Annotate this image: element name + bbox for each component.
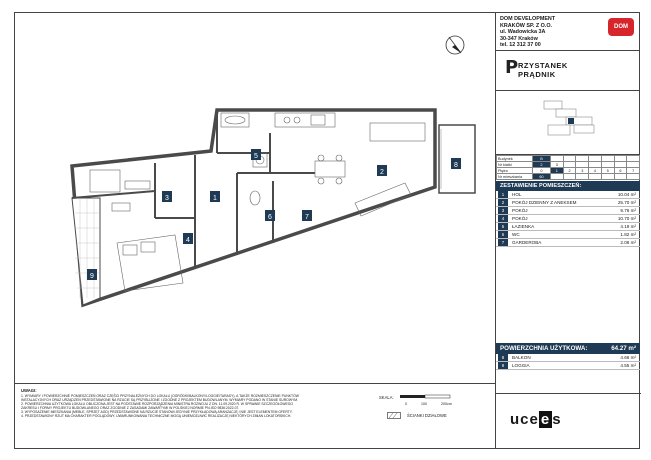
brand-text: s: [552, 411, 562, 428]
room-label-3: 3: [165, 195, 169, 202]
room-area: 25.70 m²: [617, 200, 636, 205]
brand-text: uce: [510, 411, 539, 428]
info-cell: B: [533, 156, 551, 162]
room-label-5: 5: [254, 153, 258, 160]
info-cell: 5: [601, 168, 614, 174]
note-line: ZAKRESU I FORMY PROJEKTU BUDOWLANEGO ORAZ ZGODNIE Z ZASADAMI ZAWARTYMI W POLSKIEJ NORMIE PN-ISO 9836:2022-07.: [21, 406, 240, 411]
ucees-logo: [510, 411, 562, 428]
logo-initial: P: [505, 57, 519, 78]
room-label-9: 9: [90, 273, 94, 280]
notes-section: [15, 383, 495, 449]
info-cell: 6: [614, 168, 627, 174]
info-cell: 0: [533, 168, 551, 174]
room-name: ŁAZIENKA: [512, 224, 535, 229]
room-name: HOL: [512, 192, 522, 197]
info-label: Nr klatki: [497, 162, 533, 168]
info-cell: 4: [589, 168, 602, 174]
developer-line: DOM DEVELOPMENT: [500, 16, 556, 22]
plan-sheet: [14, 12, 640, 449]
room-number: 3: [498, 207, 508, 214]
note-line: INSTALACYJNYCH ORAZ URZĄDZEŃ PRZEDSTAWIONE NA RZUCIE SĄ PRZYBLIŻONE I ZGODNE Z PROJEKTEM BUDOWLANYM. WYMIARY PODANO W STANIE SUROWYM.: [21, 398, 299, 403]
total-value: 64.27 m²: [611, 345, 636, 352]
developer-line: tel. 12 312 37 00: [500, 42, 541, 49]
developer-line: ul. Wadowicka 3A: [500, 29, 546, 36]
floor-plan-drawing: [15, 13, 495, 383]
room-number: 5: [498, 223, 508, 230]
dom-logo: DOM: [608, 18, 634, 36]
room-row: [496, 199, 640, 207]
room-name: POKÓJ DZIENNY Z ANEKSEM: [512, 200, 577, 205]
living-furniture: [315, 123, 425, 216]
developer-line: KRAKÓW SP. Z O.O.: [500, 22, 553, 29]
note-line: 4. PRZEDSTAWIONY RZUT MA CHARAKTER POGLĄDOWY, UWARUNKOWANIA TECHNICZNE MOGĄ UNIEMOŻLIWIĆ REALIZACJĘ NIEKTÓRYCH ZMIAN LOKATORSKICH.: [21, 414, 292, 419]
room-number: 6: [498, 231, 508, 238]
note-line: 1. WYMIARY I POWIERZCHNIE POMIESZCZEŃ ORAZ CZĘŚCI PRZYNALEŻNYCH DO LOKALU (OGRÓDKI/BALKONY/LOGGIE/TARASY), A TAKŻE ROZMIESZCZENIE PUNKTÓW: [21, 394, 299, 398]
scale-label: SKALA:: [379, 394, 394, 400]
floor-plan: [15, 13, 495, 383]
info-cell: 60: [533, 174, 551, 180]
room-area: 1.82 m²: [620, 232, 636, 237]
total-label: POWIERZCHNIA UŻYTKOWA:: [500, 345, 588, 352]
room-number: 8: [498, 354, 508, 361]
info-cell: 3: [576, 168, 589, 174]
room-row: [496, 215, 640, 223]
building-key-plan: [496, 91, 640, 155]
room-number: 9: [498, 362, 508, 369]
room-area: 4.66 m²: [620, 355, 636, 360]
room-area: 4.55 m²: [620, 363, 636, 368]
brand-logo: [496, 393, 641, 449]
room-labels: [87, 149, 461, 280]
loggia: [72, 198, 100, 305]
room-name: BALKON: [512, 355, 531, 360]
legend: [379, 386, 491, 448]
usable-area-total: [496, 343, 640, 354]
interior-walls: [72, 110, 315, 268]
room-name: GARDEROBA: [512, 240, 542, 245]
room-label-8: 8: [454, 162, 458, 169]
room-number: 7: [498, 239, 508, 246]
room-label-6: 6: [268, 214, 272, 221]
info-label: Piętro: [497, 168, 533, 174]
info-label: Budynek: [497, 156, 533, 162]
info-row-unit: [497, 174, 640, 180]
scale-bar: [398, 392, 458, 402]
room-area: 10.70 m²: [617, 216, 636, 221]
developer-info: [496, 13, 640, 51]
logo-line: RZYSTANEK: [518, 61, 568, 70]
info-label: Nr mieszkania: [497, 174, 533, 180]
info-cell: 2: [563, 168, 576, 174]
room-label-2: 2: [380, 169, 384, 176]
room-name: WC: [512, 232, 520, 237]
logo-text: [518, 61, 568, 79]
scale-tick: 0: [405, 402, 407, 406]
info-cell: 3: [550, 162, 563, 168]
room-area: 4.19 m²: [620, 224, 636, 229]
walls-legend-label: ŚCIANKI DZIAŁOWE: [407, 413, 447, 418]
room-label-1: 1: [213, 195, 217, 202]
room-number: 2: [498, 199, 508, 206]
room-area: 9.76 m²: [620, 208, 636, 213]
info-cell: 1: [550, 168, 563, 174]
room-name: POKÓJ: [512, 216, 528, 221]
room-row: [496, 223, 640, 231]
info-cell: 2: [533, 162, 551, 168]
info-cell: 7: [627, 168, 640, 174]
scale-tick: 200cm: [441, 402, 452, 406]
note-line: 2. POWIERZCHNIA UŻYTKOWA LOKALU OBLICZONA JEST NA PODSTAWIE ROZPORZĄDZENIA MINISTRA ROZWOJU Z DN. 11.09.2020 R. W SPRAWIE SZCZEGÓŁOWEGO: [21, 402, 294, 407]
north-arrow-icon: [446, 36, 464, 54]
room-row: [496, 239, 640, 247]
room-name: LOGGIA: [512, 363, 530, 368]
developer-line: 30-347 Kraków: [500, 35, 538, 42]
kitchen-fixtures: [275, 113, 335, 127]
brand-box: e: [540, 411, 551, 428]
room-label-7: 7: [305, 214, 309, 221]
extra-row: [496, 354, 640, 362]
notes-title: UWAGI:: [21, 388, 37, 393]
room-area: 2.06 m²: [620, 240, 636, 245]
room-row: [496, 207, 640, 215]
panel-spacer: [496, 247, 640, 343]
project-logo: [496, 51, 640, 91]
room-row: [496, 231, 640, 239]
room-area: 10.04 m²: [617, 192, 636, 197]
unit-info-table: [496, 155, 640, 180]
info-panel: [495, 13, 640, 449]
logo-line: PRĄDNIK: [518, 70, 556, 79]
room-number: 4: [498, 215, 508, 222]
room-label-4: 4: [186, 237, 190, 244]
room-row: [496, 191, 640, 199]
room-number: 1: [498, 191, 508, 198]
rooms-heading: ZESTAWIENIE POMIESZCZEŃ:: [496, 181, 640, 191]
key-plan-drawing: [496, 91, 641, 155]
extra-row: [496, 362, 640, 370]
scale-tick: 100: [421, 402, 427, 406]
note-line: 3. WYPOSAŻENIE MIESZKANIA (MEBLE, SPRZĘT AGD) PRZEDSTAWIONE NA RZUCIE STANOWI JEDYNIE PRZYKŁADOWĄ ARANŻACJĘ I NIE JEST ELEMENTEM OFERTY.: [21, 410, 293, 415]
partition-wall-icon: [387, 412, 401, 419]
room-name: POKÓJ: [512, 208, 528, 213]
